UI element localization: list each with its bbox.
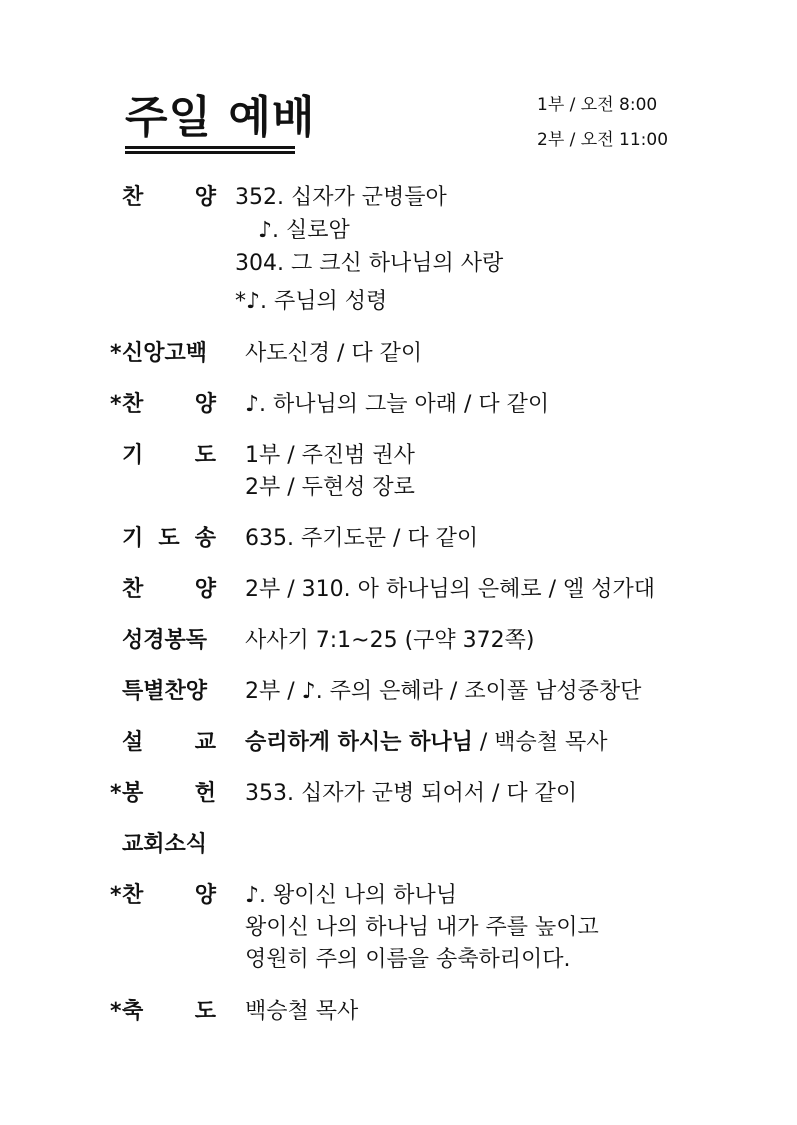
label-char: 도 [194,999,216,1024]
label-char: 축 [122,999,144,1024]
label-text: 특별찬양 [122,679,208,704]
label-char: 찬 [122,883,144,908]
service-time-2: 2부 / 오전 11:00 [537,130,669,150]
hymn-label [110,183,218,213]
label-text: 신앙고백 [122,341,208,366]
hymn-label [110,881,218,911]
creed-label [110,339,218,369]
label-char: 기 [122,443,144,468]
label-char: 송 [194,526,216,551]
star-mark: * [110,883,122,908]
sermon-value [245,728,608,758]
star-mark: * [110,341,122,366]
hymn-line: 왕이신 나의 하나님 내가 주를 높이고 [245,915,599,940]
benediction-label [110,997,218,1027]
hymn-label [110,390,218,420]
hymn-value: 2부 / 310. 아 하나님의 은혜로 / 엘 성가대 [245,577,656,602]
star-mark: * [110,999,122,1024]
offering-value: 353. 십자가 군병 되어서 / 다 같이 [245,781,578,806]
benediction-value: 백승철 목사 [245,999,359,1024]
title-underline-2 [125,151,295,154]
service-time-1: 1부 / 오전 8:00 [537,95,658,115]
sermon-title: 승리하게 하시는 하나님 [245,730,473,755]
label-char: 도 [194,443,216,468]
sermon-speaker: / 백승철 목사 [472,730,608,755]
label-char: 도 [158,526,180,551]
prayer-line: 2부 / 두현성 장로 [245,475,415,500]
hymn-line: 304. 그 크신 하나님의 사랑 [235,251,504,276]
prayer-song-value: 635. 주기도문 / 다 같이 [245,526,479,551]
label-char: 양 [194,883,216,908]
title-underline-1 [125,146,295,149]
label-char: 기 [122,526,144,551]
special-hymn-value: 2부 / ♪. 주의 은혜라 / 조이풀 남성중창단 [245,679,642,704]
label-char: 찬 [122,185,144,210]
offering-label [110,779,218,809]
hymn-label [110,575,218,605]
sermon-label [110,728,218,758]
star-mark: * [110,392,122,417]
label-char: 설 [122,730,144,755]
page-title: 주일 예배 [125,92,316,143]
label-text: 교회소식 [122,832,208,857]
label-text: 성경봉독 [122,628,208,653]
creed-value: 사도신경 / 다 같이 [245,341,423,366]
hymn-line: 352. 십자가 군병들아 [235,185,447,210]
hymn-value: ♪. 하나님의 그늘 아래 / 다 같이 [245,392,550,417]
prayer-song-label [110,524,218,554]
star-mark: * [110,781,122,806]
scripture-value: 사사기 7:1~25 (구약 372쪽) [245,628,535,653]
church-news-label [110,830,218,860]
label-char: 양 [194,577,216,602]
hymn-line: ♪. 왕이신 나의 하나님 [245,883,458,908]
label-char: 양 [194,185,216,210]
hymn-line: ♪. 실로암 [258,218,350,243]
hymn-line: *♪. 주님의 성령 [235,289,388,314]
label-char: 교 [194,730,216,755]
prayer-label [110,441,218,471]
label-char: 봉 [122,781,144,806]
prayer-line: 1부 / 주진범 권사 [245,443,415,468]
label-char: 헌 [194,781,216,806]
special-hymn-label [110,677,218,707]
scripture-label [110,626,218,656]
label-char: 양 [194,392,216,417]
label-char: 찬 [122,392,144,417]
hymn-line: 영원히 주의 이름을 송축하리이다. [245,947,571,972]
label-char: 찬 [122,577,144,602]
